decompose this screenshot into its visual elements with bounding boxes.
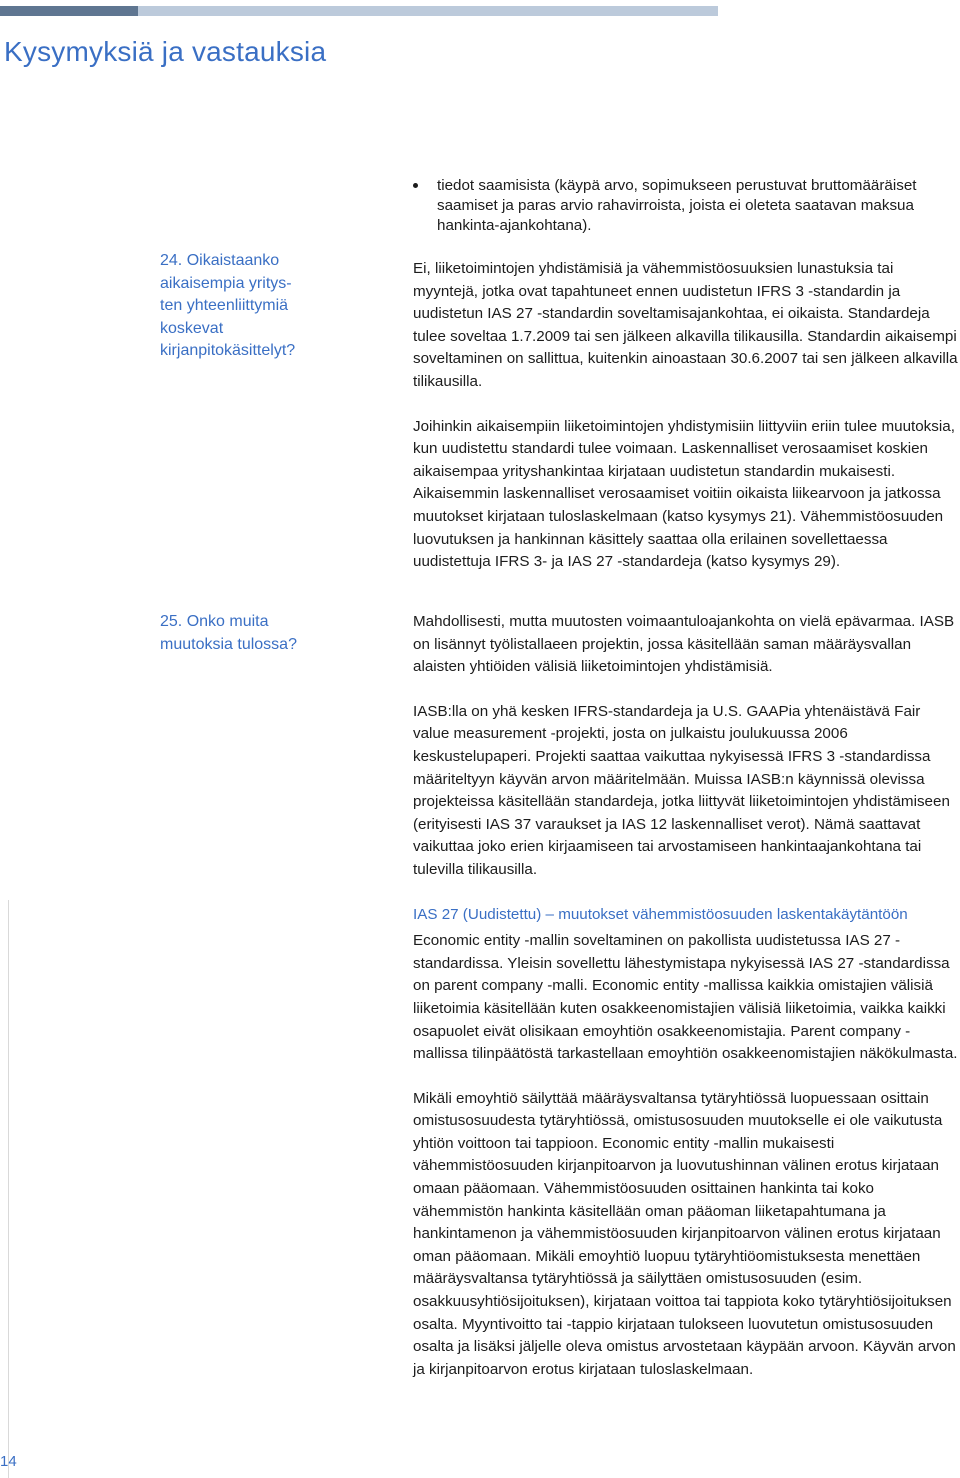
page-title: Kysymyksiä ja vastauksia [4, 36, 327, 67]
question-25: 25. Onko muita muutoksia tulossa? [160, 613, 297, 653]
bullet-list [413, 176, 958, 236]
answer-25-paragraph-4: Mikäli emoyhtiö säilyttää määräysvaltansa tytäryhtiössä luopuessaan osittain omistusosuudesta tytäryhtiössä, omistusosuuden muutokselle ei ole vaikutusta yhtiön voittoon tai tappioon. Economic entity -mallin mukaisesti vähemmistöosuuden kirjanpitoarvon ja luovutushinnan välinen erotus kirjataan omaan pääomaan. Vähemmistöosuuden osittainen hankinta tai koko vähemmistön hankinta käsitellään oman pääoman liiketapahtumana ja hankintamenon ja vähemmistöosuuden kirjanpitoarvon välinen erotus kirjataan oman pääomaan. Mikäli emoyhtiö luopuu tytäryhtiöomistuksesta menettäen määräysvaltansa tytäryhtiössä ja säilyttäen omistusosuuden (esim. osakkuusyhtiösijoituksen), kirjataan voittoa tai tappiota koko tytäryhtiösijoituksen osalta. Myyntivoitto tai -tappio kirjataan tulokseen luovutetun omistusosuuden osalta ja lisäksi jäljelle oleva omistus arvostetaan käypään arvoon. Käyvän arvon ja kirjanpitoarvon erotus kirjataan tuloslaskelmaan. [413, 1089, 956, 1378]
bullet-item: tiedot saamisista (käypä arvo, sopimukseen perustuvat bruttomääräiset saamiset ja paras arvio rahavirroista, joista ei oleteta saatavan maksua hankinta-ajankohtana). [413, 176, 958, 236]
question-24: 24. Oikaistaanko aikaisempia yritys- ten yhteenliittymiä koskevat kirjanpitokäsittelyt? [160, 252, 296, 360]
margin-rule [8, 900, 9, 1478]
page-number: 14 [0, 1453, 17, 1470]
ias27-subheading: IAS 27 (Uudistettu) – muutokset vähemmistöosuuden laskentakäytäntöön [413, 905, 908, 923]
answer-24-paragraph-1: Ei, liiketoimintojen yhdistämisiä ja vähemmistöosuuksien lunastuksia tai myyntejä, jotka ovat tapahtuneet ennen uudistetun IFRS 3 -standardin ja uudistetun IAS 27 -standardin soveltamisajankohtaa, ei oikaista. Standardeja tulee soveltaa 1.7.2009 tai sen jälkeen alkavilla tilikausilla. Standardin aikaisempi soveltaminen on sallittua, kuitenkin ainoastaan 30.6.2007 tai sen jälkeen alkavilla tilikausilla. [413, 260, 958, 390]
answer-block-25 [413, 611, 958, 1403]
answer-25-paragraph-2: IASB:lla on yhä kesken IFRS-standardeja ja U.S. GAAPia yhtenäistävä Fair value measurement -projekti, josta on julkaistu joulukuussa 2006 keskustelupaperi. Projekti saattaa vaikuttaa nykyisessä IFRS 3 -standardissa määriteltyyn käyvän arvon määritelmään. Muissa IASB:n käynnissä olevissa projekteissa käsitellään standardeja, jotka liittyvät liiketoimintojen yhdistämiseen (erityisesti IAS 37 varaukset ja IAS 12 laskennalliset verot). Nämä saattavat vaikuttaa joko erien kirjaamiseen tai arvostamiseen hankintaajankohtana tai tulevilla tilikausilla. [413, 702, 950, 878]
header-bar-dark [0, 6, 138, 16]
answer-block-24 [413, 176, 958, 596]
answer-25-paragraph-3: Economic entity -mallin soveltaminen on pakollista uudistetussa IAS 27 -standardissa. Yleisin sovellettu lähestymistapa nykyisessä IAS 27 -standardissa on parent company -malli. Economic entity -mallissa kaikkia omistajien välisiä liiketoimia käsitellään kuten osakkeenomistajien välisiä liiketoimia, vaikka kaikki osapuolet eivät olisikaan emoyhtiön osakkeenomistajia. Parent company -mallissa tilinpäätöstä tarkastellaan emoyhtiön osakkeenomistajien näkökulmasta. [413, 932, 958, 1063]
answer-24-paragraph-2: Joihinkin aikaisempiin liiketoimintojen yhdistymisiin liittyviin eriin tulee muutoksia, kun uudistettu standardi tulee voimaan. Laskennalliset verosaamiset koskien aikaisempaa yrityshankintaa kirjataan uudistetun standardin mukaisesti. Aikaisemmin laskennalliset verosaamiset voitiin oikaista liikearvoon ja jatkossa muutokset kirjataan tuloslaskelmaan (katso kysymys 21). Vähemmistöosuuden luovutuksen ja hankinnan käsittely saattaa olla erilainen sovellettaessa uudistettuja IFRS 3- ja IAS 27 -standardeja (katso kysymys 29). [413, 417, 955, 571]
answer-25-paragraph-1: Mahdollisesti, mutta muutosten voimaantuloajankohta on vielä epävarmaa. IASB on lisännyt työlistallaeen projektin, jossa käsitellään saman määräysvallan alaisten yhtiöiden välisiä liiketoimintojen yhdistämisiä. [413, 613, 955, 676]
